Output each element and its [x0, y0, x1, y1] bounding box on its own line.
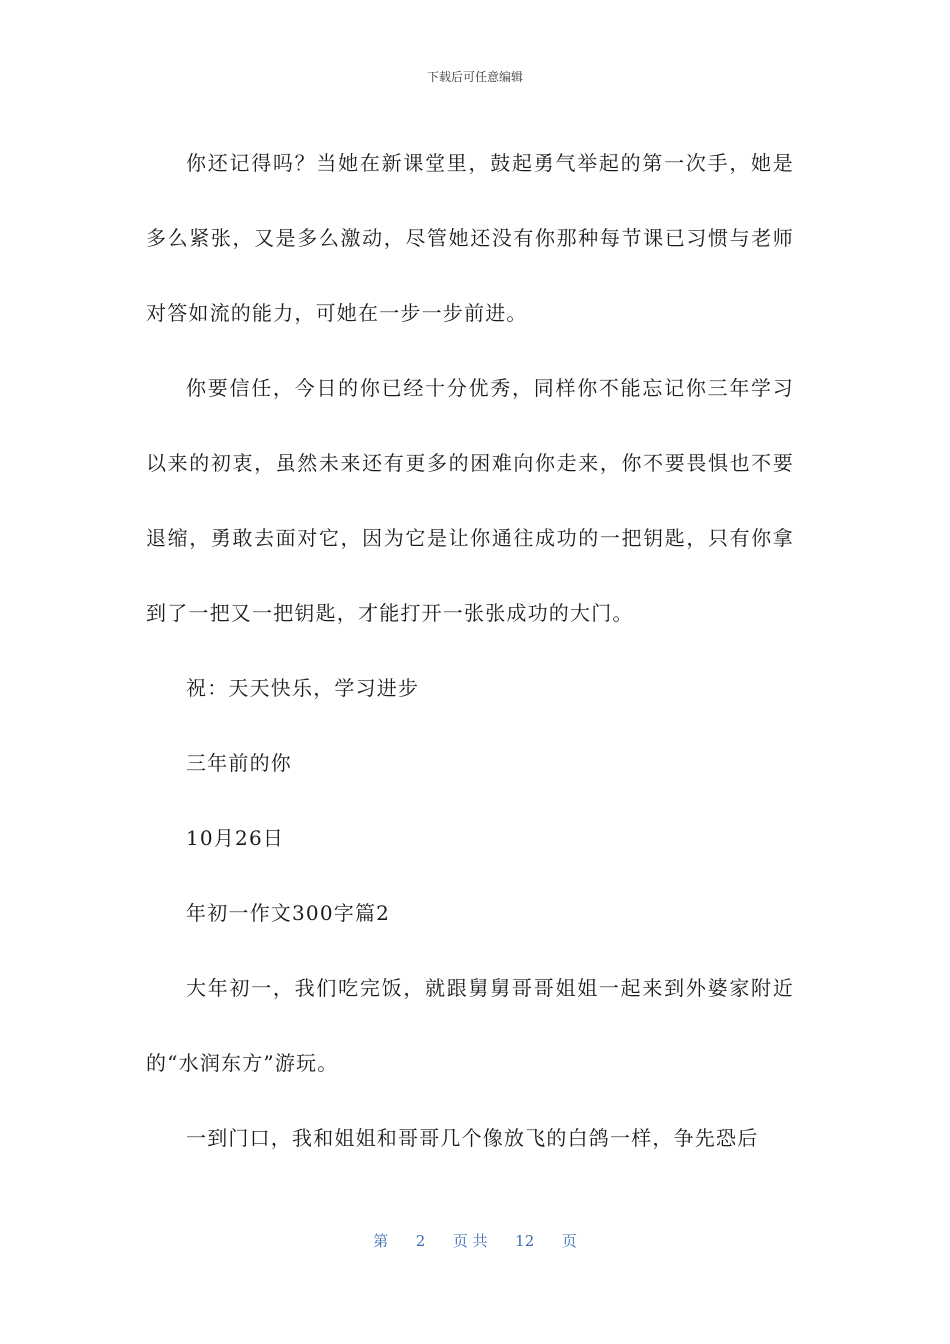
paragraph-signature: 三年前的你 [186, 751, 292, 775]
footer-prefix: 第 [373, 1232, 389, 1250]
document-body [146, 126, 794, 1176]
footer-current-page: 2 [415, 1232, 426, 1250]
paragraph-date: 10月26日 [186, 826, 285, 850]
paragraph-blessing: 祝：天天快乐，学习进步 [186, 676, 420, 700]
paragraph-4: 一到门口，我和姐姐和哥哥几个像放飞的白鸽一样，争先恐后 [186, 1126, 759, 1150]
footer-suffix: 页 [561, 1232, 577, 1250]
footer-middle: 页 共 [452, 1232, 488, 1250]
paragraph-1: 你还记得吗？当她在新课堂里，鼓起勇气举起的第一次手，她是多么紧张，又是多么激动，尽管她还没有你那种每节课已习惯与老师对答如流的能力，可她在一步一步前进。 [146, 151, 794, 325]
header-note: 下载后可任意编辑 [426, 70, 523, 84]
section-title: 年初一作文300字篇2 [186, 901, 391, 925]
paragraph-2: 你要信任，今日的你已经十分优秀，同样你不能忘记你三年学习以来的初衷，虽然未来还有更多的困难向你走来，你不要畏惧也不要退缩，勇敢去面对它，因为它是让你通往成功的一把钥匙，只有你拿到了一把又一把钥匙，才能打开一张张成功的大门。 [146, 376, 794, 625]
footer-total-pages: 12 [515, 1232, 535, 1250]
page-footer [0, 1230, 950, 1251]
paragraph-3: 大年初一，我们吃完饭，就跟舅舅哥哥姐姐一起来到外婆家附近的“水润东方”游玩。 [146, 976, 794, 1075]
